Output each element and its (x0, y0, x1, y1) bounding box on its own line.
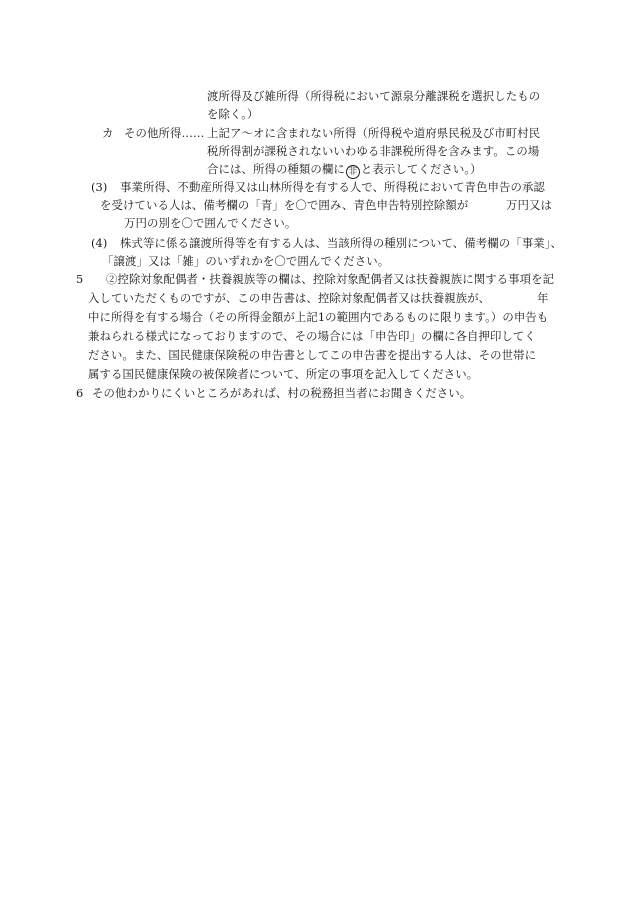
item-4-number: (4) (91, 236, 108, 250)
item-3-line-1: 事業所得、不動産所得又は山林所得を有する人で、所得税において青色申告の承認 (120, 180, 545, 194)
section-6-line-1: その他わかりにくいところがあれば、村の税務担当者にお聞きください。 (92, 386, 472, 400)
item-4-line-2: 「譲渡」又は「雑」のいずれかを〇で囲んでください。 (102, 254, 390, 268)
item-3-number: (3) (91, 180, 108, 194)
item-4-line-1: 株式等に係る譲渡所得等を有する人は、当該所得の種別について、備考欄の「事業」、 (120, 236, 562, 250)
item-3-line-3: 万円の別を〇で囲んでください。 (124, 216, 297, 230)
item-ka-label: カ (102, 126, 114, 140)
item-ka-title: その他所得…… (124, 126, 205, 140)
item-ka-line-3-pre: 合には、所得の種類の欄に (207, 162, 345, 176)
section-5-line-2: 入していただくものですが、この申告書は、控除対象配偶者又は扶養親族が、 (88, 291, 491, 305)
item-ka-line-3 (207, 164, 482, 179)
item-3-line-2-tail: 万円又は (506, 198, 552, 212)
section-5-line-2-tail: 年 (537, 291, 549, 305)
circled-non-taxable-mark: 非 (346, 165, 360, 179)
item-ka-line-1: 上記ア〜オに含まれない所得（所得税や道府県民税及び市町村民 (207, 126, 541, 140)
item-a-line-2: を除く。） (207, 107, 259, 121)
item-a-line-1: 渡所得及び雑所得（所得税において源泉分離課税を選択したもの (207, 89, 541, 103)
section-5-number: 5 (76, 272, 84, 286)
section-6-number: 6 (76, 386, 84, 400)
section-5-line-4: 兼ねられる様式になっておりますので、その場合には「申告印」の欄に各自押印してく (88, 329, 536, 343)
item-ka-line-3-post: と表示してください。） (360, 162, 482, 176)
section-5-line-6: 属する国民健康保険の被保険者について、所定の事項を記入してください。 (88, 367, 479, 381)
section-5-line-5: ださい。また、国民健康保険税の申告書としてこの申告書を提出する人は、その世帯に (88, 348, 537, 362)
item-ka-line-2: 税所得割が課税されないいわゆる非課税所得を含みます。この場 (207, 144, 540, 158)
item-3-line-2: を受けている人は、備考欄の「青」を〇で囲み、青色申告特別控除額が (100, 198, 469, 212)
section-5-line-3: 中に所得を有する場合（その所得金額が上記1の範囲内であるものに限ります。）の申告も (88, 310, 549, 324)
section-5-line-1: ②控除対象配偶者・扶養親族等の欄は、控除対象配偶者又は扶養親族に関する事項を記 (106, 272, 555, 286)
